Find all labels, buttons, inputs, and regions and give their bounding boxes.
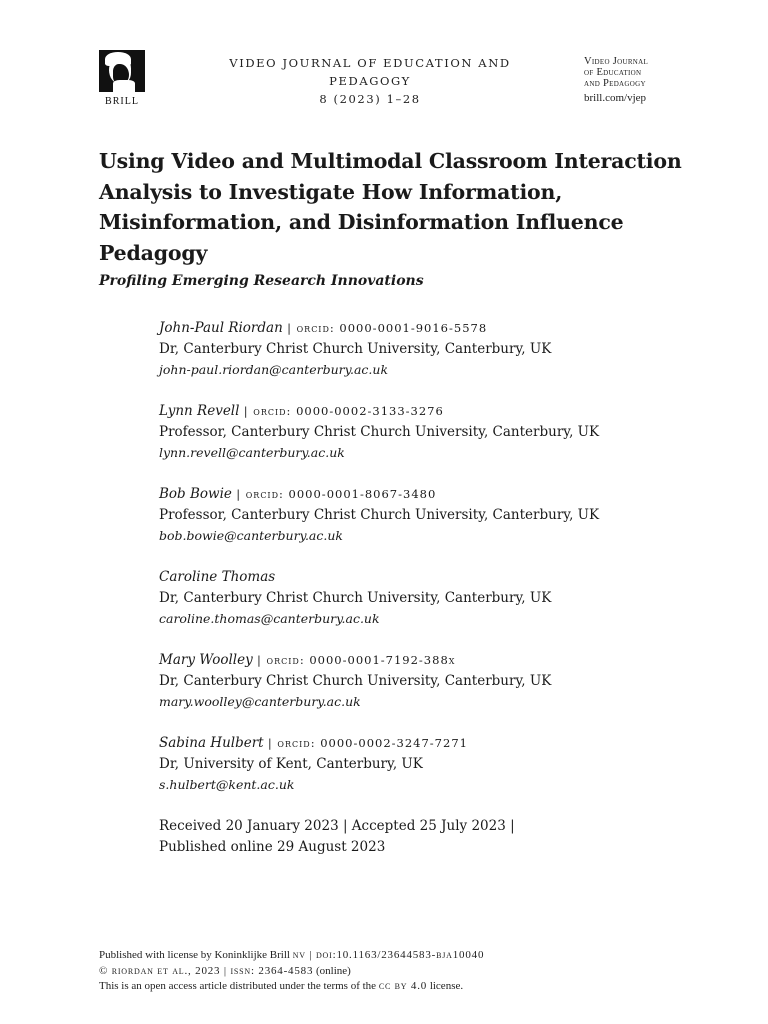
volume-info: 8 (2023) 1–28 (319, 92, 421, 106)
author-name: Mary Woolley (159, 652, 253, 668)
journal-masthead (190, 54, 550, 108)
author-email[interactable]: caroline.thomas@canterbury.ac.uk (159, 611, 380, 626)
author-entry (159, 318, 679, 401)
author-name: John-Paul Riordan (159, 320, 283, 336)
author-entry (159, 733, 679, 816)
author-email[interactable]: bob.bowie@canterbury.ac.uk (159, 528, 343, 543)
author-affiliation: Dr, Canterbury Christ Church University, Canterbury, UK (159, 673, 552, 689)
author-orcid[interactable]: | orcid: 0000-0001-7192-388x (257, 653, 456, 667)
author-entry (159, 567, 679, 650)
author-name: Bob Bowie (159, 486, 232, 502)
author-affiliation: Dr, Canterbury Christ Church University, Canterbury, UK (159, 590, 552, 606)
copyright-issn: © riordan et al., 2023 | issn: 2364-4583 (99, 964, 314, 977)
author-email[interactable]: lynn.revell@canterbury.ac.uk (159, 445, 345, 460)
athena-head-icon (99, 50, 145, 92)
journal-logo-line-1: Video Journal (584, 56, 649, 67)
author-affiliation: Dr, Canterbury Christ Church University, Canterbury, UK (159, 341, 552, 357)
cc-license-link[interactable]: cc by 4.0 (378, 980, 428, 992)
brill-logo (99, 50, 145, 107)
author-orcid[interactable]: | orcid: 0000-0002-3247-7271 (267, 736, 468, 750)
license-footer (99, 948, 659, 995)
journal-logo-line-3: and Pedagogy (584, 78, 646, 89)
author-orcid[interactable]: | orcid: 0000-0001-9016-5578 (287, 321, 488, 335)
author-email[interactable]: john-paul.riordan@canterbury.ac.uk (159, 362, 389, 377)
journal-logo-line-2: of Education (584, 67, 642, 78)
license-publisher: Published with license by Koninklijke Brill (99, 949, 293, 961)
author-list (159, 318, 679, 816)
author-email[interactable]: s.hulbert@kent.ac.uk (159, 777, 295, 792)
journal-name: VIDEO JOURNAL OF EDUCATION AND PEDAGOGY (229, 56, 511, 88)
journal-url[interactable]: brill.com/vjep (584, 92, 647, 104)
journal-logo (584, 56, 694, 104)
published-online-date: Published online 29 August 2023 (159, 839, 386, 855)
author-email[interactable]: mary.woolley@canterbury.ac.uk (159, 694, 361, 709)
author-affiliation: Professor, Canterbury Christ Church University, Canterbury, UK (159, 424, 600, 440)
publication-dates (159, 816, 559, 858)
author-entry (159, 484, 679, 567)
doi-text[interactable]: nv | doi:10.1163/23644583-bja10040 (292, 949, 485, 961)
article-subtitle: Profiling Emerging Research Innovations (99, 273, 424, 289)
publisher-name: BRILL (105, 96, 139, 107)
open-access-statement: This is an open access article distributed under the terms of the (99, 980, 379, 992)
author-affiliation: Dr, University of Kent, Canterbury, UK (159, 756, 423, 772)
author-affiliation: Professor, Canterbury Christ Church University, Canterbury, UK (159, 507, 600, 523)
author-name: Lynn Revell (159, 403, 240, 419)
author-name: Sabina Hulbert (159, 735, 264, 751)
article-title: Using Video and Multimodal Classroom Interaction Analysis to Investigate How Information, Misinformation, and Disinformation Influence Pedagogy (99, 149, 682, 265)
author-entry (159, 401, 679, 484)
license-suffix: license. (427, 980, 464, 992)
author-orcid[interactable]: | orcid: 0000-0001-8067-3480 (236, 487, 437, 501)
author-orcid[interactable]: | orcid: 0000-0002-3133-3276 (243, 404, 444, 418)
author-name: Caroline Thomas (159, 569, 276, 585)
issn-online: (online) (313, 964, 351, 977)
author-entry (159, 650, 679, 733)
received-accepted-dates: Received 20 January 2023 | Accepted 25 July 2023 | (159, 818, 515, 834)
